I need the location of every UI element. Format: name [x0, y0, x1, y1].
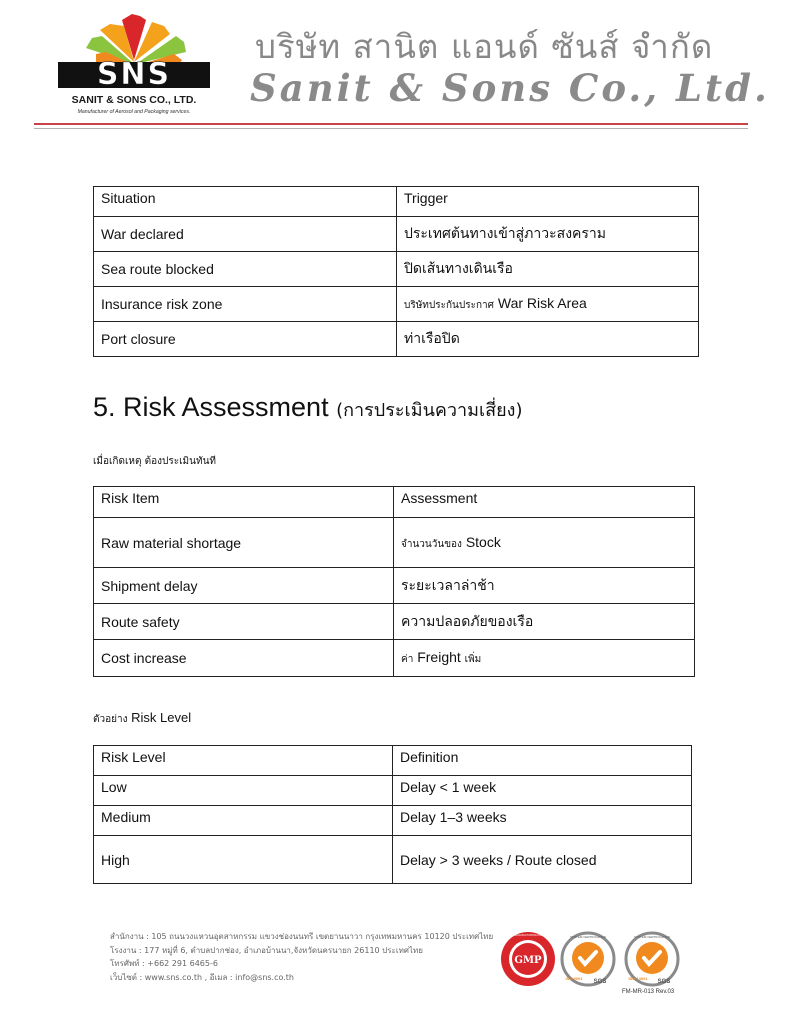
table-header-row	[94, 746, 692, 776]
risk-level-note	[93, 710, 191, 727]
risk-item-cell: Route safety	[94, 604, 394, 640]
section-heading	[93, 392, 523, 424]
iso-9001-label: ISO 9001	[565, 976, 583, 981]
situation-cell: Sea route blocked	[94, 252, 397, 287]
sgs-label: SGS	[593, 979, 607, 985]
risk-level-cell: Medium	[94, 806, 393, 836]
column-header: Definition	[393, 746, 692, 776]
table-row	[94, 518, 695, 568]
column-header: Trigger	[397, 187, 699, 217]
risk-item-cell: Cost increase	[94, 640, 394, 677]
column-header: Assessment	[394, 487, 695, 518]
table-row	[94, 640, 695, 677]
table-row	[94, 287, 699, 322]
risk-level-note-english: Risk Level	[131, 710, 192, 725]
iso-14001-badge-icon	[626, 933, 678, 985]
logo-company-name: SANIT & SONS CO., LTD.	[71, 94, 197, 106]
header-rule-thin	[34, 128, 748, 129]
sgs-label: SGS	[657, 979, 671, 985]
risk-item-cell: Shipment delay	[94, 568, 394, 604]
risk-level-table	[93, 745, 692, 884]
header-rule	[34, 123, 748, 125]
table-row	[94, 604, 695, 640]
assessment-text-thai: จำนวนวันของ	[401, 538, 462, 550]
table-row	[94, 322, 699, 357]
assessment-cell	[394, 640, 695, 677]
company-name-thai: บริษัท สานิต แอนด์ ซันส์ จำกัด	[255, 27, 714, 66]
assessment-text-thai: ค่า	[401, 654, 414, 665]
table-row	[94, 836, 692, 884]
logo-tagline: Manufacturer of Aerosol and Packaging services.	[77, 109, 191, 115]
iso-14001-cert-label: SYSTEM CERTIFICATION	[634, 935, 670, 939]
footer-factory-line: โรงงาน : 177 หมู่ที่ 6, ตำบลปากช่อง, อำเภอบ้านนา,จังหวัดนครนายก 26110 ประเทศไทย	[110, 945, 423, 955]
trigger-cell: ท่าเรือปิด	[397, 322, 699, 357]
trigger-cell: ปิดเส้นทางเดินเรือ	[397, 252, 699, 287]
table-row	[94, 806, 692, 836]
trigger-cell: ประเทศต้นทางเข้าสู่ภาวะสงคราม	[397, 217, 699, 252]
logo-mark: SNS	[96, 57, 172, 92]
form-code: FM-MR-013 Rev.03	[622, 989, 675, 995]
table-row	[94, 252, 699, 287]
risk-level-cell: High	[94, 836, 393, 884]
gmp-label: GMP	[514, 955, 542, 966]
gmp-seal-icon	[501, 932, 555, 986]
section-title: 5. Risk Assessment	[93, 392, 329, 422]
gmp-ring-text: GOOD MANUFACTURING PRACTICE	[505, 934, 551, 937]
assessment-cell: ความปลอดภัยของเรือ	[394, 604, 695, 640]
assessment-text-english: Freight	[417, 649, 461, 665]
assessment-cell	[394, 518, 695, 568]
risk-level-cell: Low	[94, 776, 393, 806]
footer-phone-line: โทรศัพท์ : +662 291 6465-6	[110, 959, 218, 968]
definition-cell: Delay 1–3 weeks	[393, 806, 692, 836]
trigger-table	[93, 186, 699, 357]
column-header: Situation	[94, 187, 397, 217]
risk-item-cell: Raw material shortage	[94, 518, 394, 568]
definition-cell: Delay > 3 weeks / Route closed	[393, 836, 692, 884]
footer-office-line: สำนักงาน : 105 ถนนวงแหวนอุตสาหกรรม แขวงช่องนนทรี เขตยานนาวา กรุงเทพมหานคร 10120 ประเทศไทย	[110, 932, 494, 941]
iso-9001-badge-icon	[562, 933, 614, 985]
iso-14001-label: ISO 14001	[628, 976, 648, 981]
company-name-english: Sanit & Sons Co., Ltd.	[250, 66, 770, 110]
trigger-cell	[397, 287, 699, 322]
risk-level-note-thai: ตัวอย่าง	[93, 714, 128, 725]
table-header-row	[94, 187, 699, 217]
iso-9001-cert-label: SYSTEM CERTIFICATION	[570, 935, 606, 939]
assessment-table	[93, 486, 695, 677]
column-header: Risk Item	[94, 487, 394, 518]
situation-cell: Port closure	[94, 322, 397, 357]
table-row	[94, 776, 692, 806]
certification-badges	[500, 930, 690, 988]
situation-cell: Insurance risk zone	[94, 287, 397, 322]
assessment-text-english: Stock	[465, 533, 501, 550]
situation-cell: War declared	[94, 217, 397, 252]
assessment-text-thai-suffix: เพิ่ม	[464, 654, 482, 665]
table-header-row	[94, 487, 695, 518]
company-logo	[52, 12, 217, 120]
trigger-text-english: War Risk Area	[497, 295, 587, 311]
trigger-text-thai: บริษัทประกันประกาศ	[404, 300, 494, 311]
column-header: Risk Level	[94, 746, 393, 776]
table-row	[94, 568, 695, 604]
table-row	[94, 217, 699, 252]
definition-cell: Delay < 1 week	[393, 776, 692, 806]
footer-web-line: เว็บไซต์ : www.sns.co.th , อีเมล : info@sns.co.th	[110, 972, 295, 982]
section-title-thai: (การประเมินความเสี่ยง)	[336, 400, 523, 421]
assessment-cell: ระยะเวลาล่าช้า	[394, 568, 695, 604]
footer-address	[110, 930, 493, 984]
section-intro: เมื่อเกิดเหตุ ต้องประเมินทันที	[93, 456, 217, 467]
